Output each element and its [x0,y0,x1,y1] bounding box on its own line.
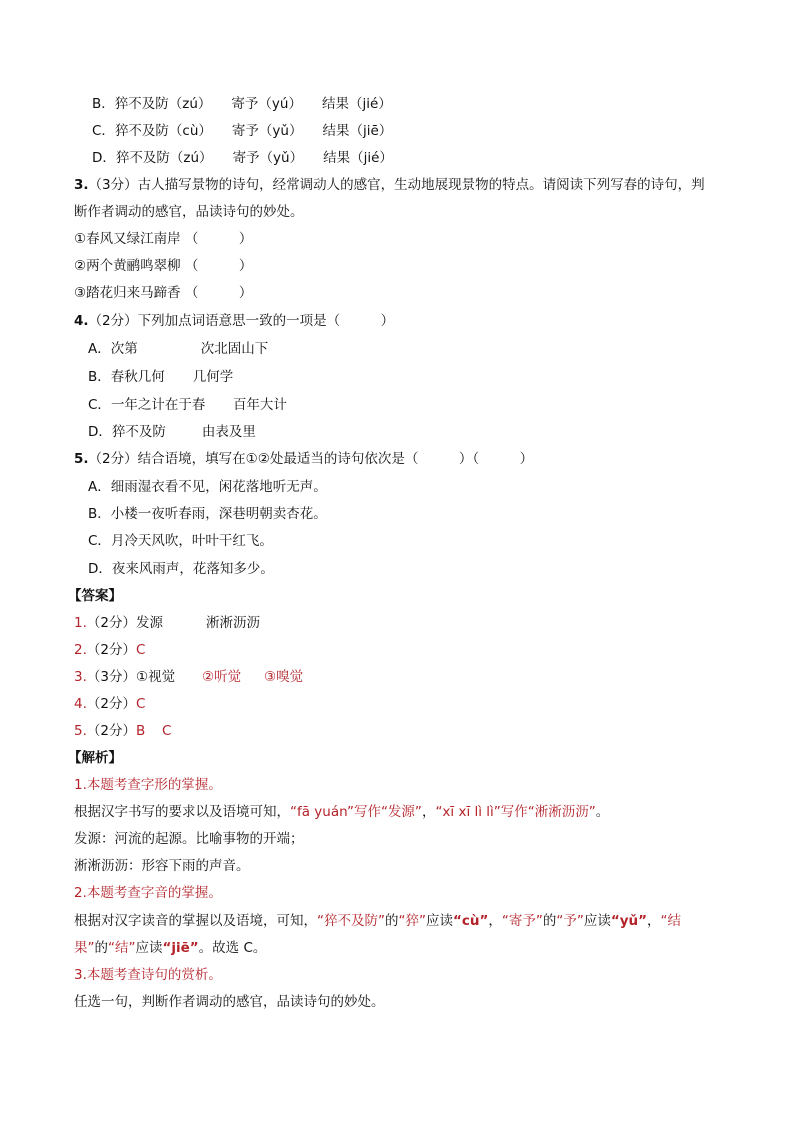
analysis-3-para-1: 任选一句，判断作者调动的感官，品读诗句的妙处。 [74,994,385,1010]
q2-option-b: B．猝不及防（zú） 寄予（yú） 结果（jié） [92,96,392,112]
q4-option-c: C．一年之计在于春 百年大计 [88,397,287,413]
answer-3: 3.（3分）①视觉 ②听觉 ③嗅觉 [74,669,304,685]
q4-option-b: B．春秋几何 几何学 [88,369,234,385]
q4-stem: 4.（2分）下列加点词语意思一致的一项是（ ） [74,313,395,329]
analysis-3-title: 3.本题考查诗句的赏析。 [74,967,222,983]
analysis-1-para-1: 根据汉字书写的要求以及语境可知，“fā yuán”写作“发源”，“xī xī lì lì”写作“淅淅沥沥”。 [74,804,610,820]
q5-option-b: B．小楼一夜听春雨，深巷明朝卖杏花。 [88,506,327,522]
q2-option-c: C．猝不及防（cù） 寄予（yǔ） 结果（jiē） [92,123,393,139]
q4-option-a: A．次第 次北固山下 [88,341,269,357]
analysis-2-para-1: 根据对汉字读音的掌握以及语境，可知，“猝不及防”的“猝”应读“cù”，“寄予”的“予”应读“yǔ”，“结 [74,913,682,929]
answer-1: 1.（2分）发源 淅淅沥沥 [74,615,260,631]
answer-2: 2.（2分）C [74,642,146,658]
q3-item-3: ③踏花归来马蹄香 （ ） [74,285,253,301]
analysis-2-title: 2.本题考查字音的掌握。 [74,885,222,901]
q5-stem: 5.（2分）结合语境，填写在①②处最适当的诗句依次是（ ）（ ） [74,451,534,467]
analysis-2-para-2: 果”的“结”应读“jiē”。故选 C。 [74,940,267,956]
analysis-1-para-2: 发源：河流的起源。比喻事物的开端； [74,831,304,847]
q5-option-d: D．夜来风雨声，花落知多少。 [88,561,274,577]
q3-stem: 3.（3分）古人描写景物的诗句，经常调动人的感官，生动地展现景物的特点。请阅读下列写春的诗句，判 [74,177,705,193]
q2-option-d: D．猝不及防（zú） 寄予（yǔ） 结果（jié） [92,150,393,166]
q4-option-d: D．猝不及防 由表及里 [88,424,256,440]
q5-option-c: C．月冷天风吹，叶叶干红飞。 [88,533,273,549]
analysis-1-para-3: 淅淅沥沥：形容下雨的声音。 [74,858,250,874]
answer-header: 【答案】 [68,588,122,604]
q3-item-2: ②两个黄鹂鸣翠柳 （ ） [74,258,253,274]
analysis-header: 【解析】 [68,750,122,766]
q5-option-a: A．细雨湿衣看不见，闲花落地听无声。 [88,479,327,495]
analysis-1-title: 1.本题考查字形的掌握。 [74,777,222,793]
q3-stem-cont: 断作者调动的感官，品读诗句的妙处。 [74,204,304,220]
answer-4: 4.（2分）C [74,696,146,712]
answer-5: 5.（2分）B C [74,723,172,739]
q3-item-1: ①春风又绿江南岸 （ ） [74,231,253,247]
